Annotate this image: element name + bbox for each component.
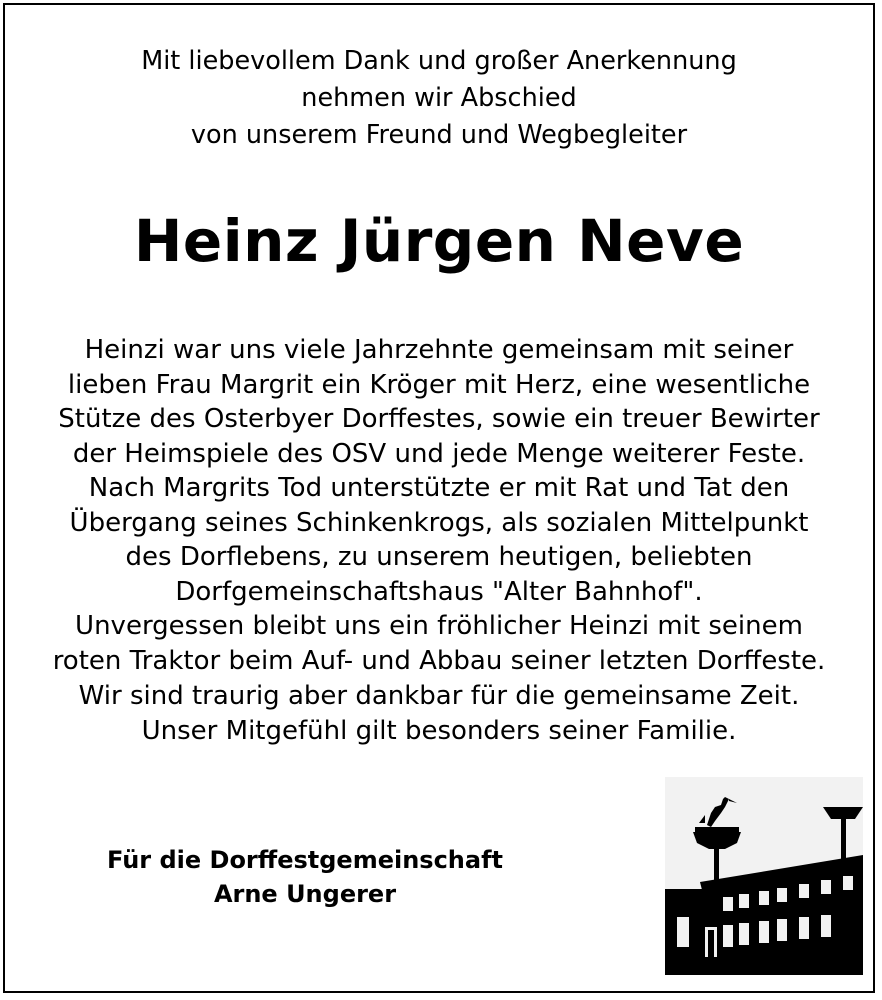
intro-line: Mit liebevollem Dank und großer Anerkennung xyxy=(141,46,737,76)
tribute-line: Nach Margrits Tod unterstützte er mit Rat und Tat den xyxy=(88,473,790,503)
signature-organization: Für die Dorffestgemeinschaft xyxy=(107,846,503,874)
signature-block xyxy=(65,843,545,911)
tribute-line: Dorfgemeinschaftshaus "Alter Bahnhof". xyxy=(175,576,703,607)
intro-line: von unserem Freund und Wegbegleiter xyxy=(190,120,688,150)
tribute-line: Stütze des Osterbyer Dorffestes, sowie ein treuer Bewirter xyxy=(58,404,820,434)
condolence-paragraph xyxy=(5,679,873,748)
tribute-line: der Heimspiele des OSV und jede Menge weiterer Feste. xyxy=(72,438,806,469)
condolence-line: Unser Mitgefühl gilt besonders seiner Familie. xyxy=(141,715,737,746)
signature-person: Arne Ungerer xyxy=(213,880,397,908)
tribute-line: Heinzi war uns viele Jahrzehnte gemeinsam mit seiner xyxy=(84,335,794,365)
building-with-stork-nest-silhouette-icon xyxy=(665,777,863,975)
intro-text xyxy=(5,43,873,154)
intro-line: nehmen wir Abschied xyxy=(301,83,577,113)
tribute-line: des Dorflebens, zu unserem heutigen, beliebten xyxy=(125,542,753,572)
tribute-line: lieben Frau Margrit ein Kröger mit Herz, eine wesentliche xyxy=(67,369,811,400)
tribute-line: Unvergessen bleibt uns ein fröhlicher Heinzi mit seinem xyxy=(75,611,803,641)
condolence-line: Wir sind traurig aber dankbar für die gemeinsame Zeit. xyxy=(78,681,800,711)
obituary-notice xyxy=(3,3,875,993)
tribute-line: roten Traktor beim Auf- und Abbau seiner letzten Dorffeste. xyxy=(52,645,826,676)
deceased-name: Heinz Jürgen Neve xyxy=(133,207,745,275)
tribute-paragraph xyxy=(5,333,873,678)
tribute-line: Übergang seines Schinkenkrogs, als sozialen Mittelpunkt xyxy=(69,507,809,538)
